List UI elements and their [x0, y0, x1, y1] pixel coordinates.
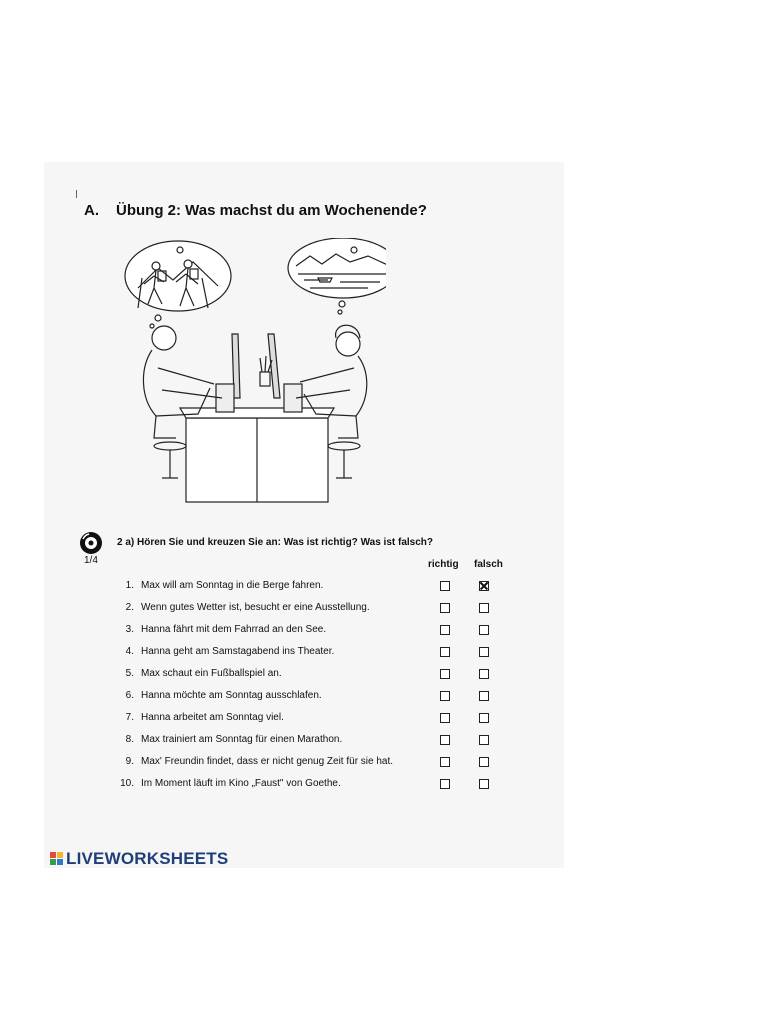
statement-number: 8. [125, 734, 134, 745]
falsch-checkbox[interactable] [479, 625, 489, 635]
richtig-checkbox[interactable] [440, 691, 450, 701]
lake-thought-bubble [288, 238, 386, 298]
statement-text: Max will am Sonntag in die Berge fahren. [141, 580, 324, 591]
falsch-checkbox[interactable] [479, 603, 489, 613]
statement-text: Max trainiert am Sonntag für einen Marathon. [141, 734, 343, 745]
statement-number: 9. [125, 756, 134, 767]
falsch-checkbox[interactable] [479, 581, 489, 591]
exercise-heading [84, 202, 427, 219]
statement-number: 2. [125, 602, 134, 613]
falsch-checkbox[interactable] [479, 757, 489, 767]
richtig-checkbox[interactable] [440, 647, 450, 657]
statement-text: Im Moment läuft im Kino „Faust" von Goethe. [141, 778, 341, 789]
statement-row [0, 752, 768, 774]
statement-number: 10. [120, 778, 134, 789]
column-header-richtig: richtig [428, 559, 459, 570]
falsch-checkbox[interactable] [479, 735, 489, 745]
statement-row [0, 642, 768, 664]
exercise-title: Übung 2: Was machst du am Wochenende? [116, 202, 427, 219]
exercise-instruction: 2 a) Hören Sie und kreuzen Sie an: Was ist richtig? Was ist falsch? [117, 537, 433, 548]
audio-cd-icon[interactable] [79, 531, 103, 555]
statement-row [0, 730, 768, 752]
section-letter: A. [84, 202, 99, 219]
statement-text: Max schaut ein Fußballspiel an. [141, 668, 282, 679]
statement-text: Hanna möchte am Sonntag ausschlafen. [141, 690, 322, 701]
liveworksheets-logo [50, 849, 228, 869]
richtig-checkbox[interactable] [440, 581, 450, 591]
richtig-checkbox[interactable] [440, 625, 450, 635]
falsch-checkbox[interactable] [479, 691, 489, 701]
statement-number: 1. [125, 580, 134, 591]
audio-track-number: 1/4 [84, 555, 98, 566]
statement-row [0, 664, 768, 686]
richtig-checkbox[interactable] [440, 735, 450, 745]
falsch-checkbox[interactable] [479, 713, 489, 723]
margin-mark [76, 190, 77, 198]
statement-number: 5. [125, 668, 134, 679]
statement-number: 7. [125, 712, 134, 723]
statement-text: Wenn gutes Wetter ist, besucht er eine Ausstellung. [141, 602, 370, 613]
richtig-checkbox[interactable] [440, 757, 450, 767]
liveworksheets-logo-text: LIVEWORKSHEETS [66, 849, 229, 868]
statement-number: 3. [125, 624, 134, 635]
statement-row [0, 620, 768, 642]
statement-text: Max' Freundin findet, dass er nicht genug Zeit für sie hat. [141, 756, 394, 767]
richtig-checkbox[interactable] [440, 669, 450, 679]
richtig-checkbox[interactable] [440, 713, 450, 723]
richtig-checkbox[interactable] [440, 779, 450, 789]
statement-row [0, 708, 768, 730]
statement-text: Hanna fährt mit dem Fahrrad an den See. [141, 624, 327, 635]
column-header-falsch: falsch [474, 559, 503, 570]
falsch-checkbox[interactable] [479, 779, 489, 789]
weekend-illustration [118, 238, 386, 506]
falsch-checkbox[interactable] [479, 647, 489, 657]
statement-text: Hanna geht am Samstagabend ins Theater. [141, 646, 335, 657]
statement-number: 6. [125, 690, 134, 701]
statement-number: 4. [125, 646, 134, 657]
statement-row [0, 598, 768, 620]
statement-row [0, 686, 768, 708]
statement-row [0, 576, 768, 598]
richtig-checkbox[interactable] [440, 603, 450, 613]
statement-text: Hanna arbeitet am Sonntag viel. [141, 712, 284, 723]
liveworksheets-logo-icon [50, 852, 64, 866]
statement-row [0, 774, 768, 796]
falsch-checkbox[interactable] [479, 669, 489, 679]
